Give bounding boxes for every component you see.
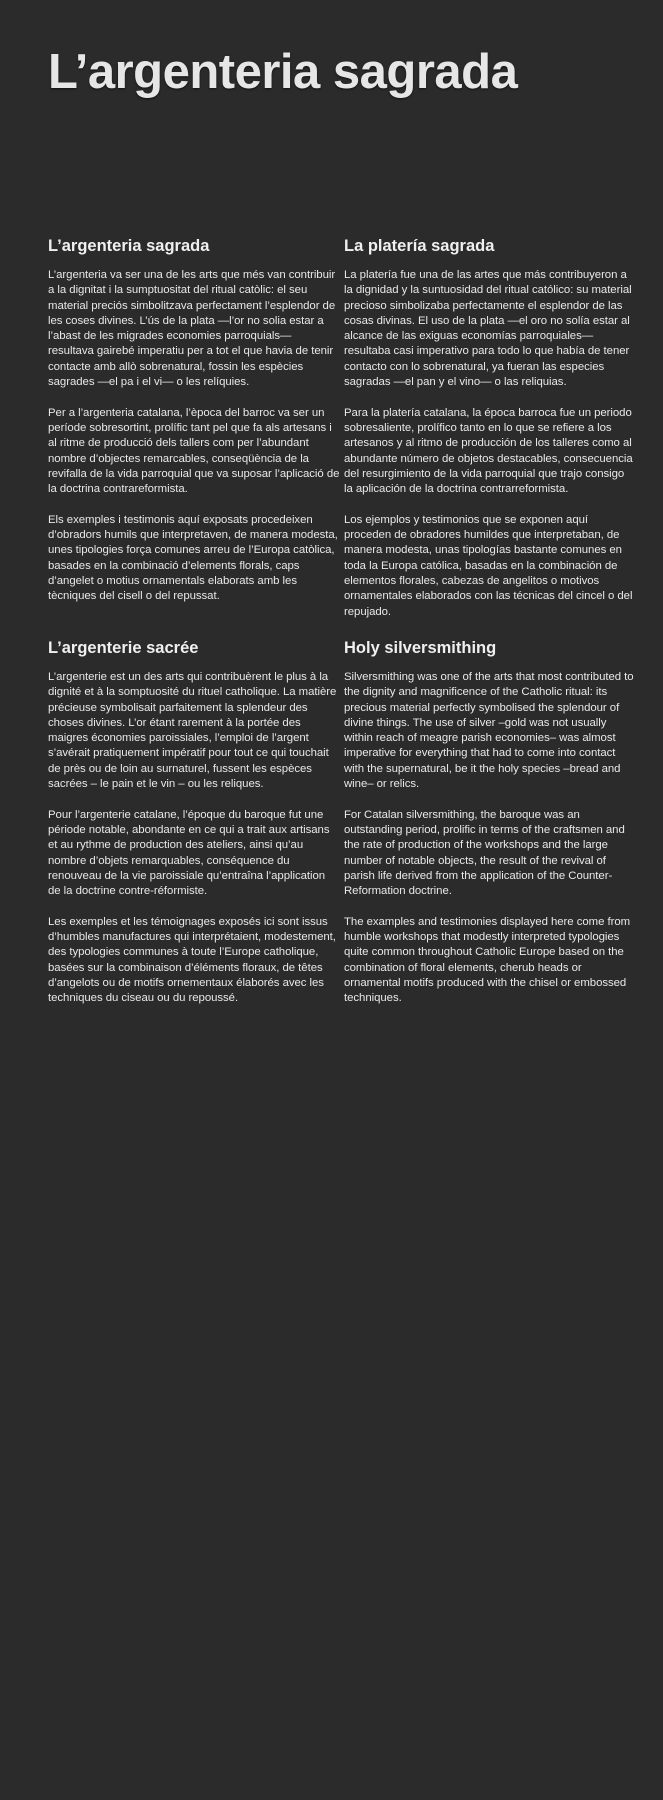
section-heading: L’argenterie sacrée: [48, 639, 199, 657]
page-title: L’argenteria sagrada: [48, 45, 518, 99]
section-paragraph: Para la platería catalana, la época barroca fue un periodo sobresaliente, prolífico tanto en lo que se refiere a los artesanos y al ritmo de producción de los talleres como al abundante número de objetos destacables, consecuencia del resurgimiento de la vida parroquial que trajo consigo la aplicación de la doctrina contrarreformista.: [344, 406, 633, 496]
section-paragraph: Los ejemplos y testimonios que se exponen aquí proceden de obradores humildes que interpretaban, de manera modesta, unas tipologías bastante comunes en toda la Europa católica, basadas en la combinación de elementos florales, cabezas de angelitos o motivos ornamentales elaborados con las técnicas del cincel o del repujado.: [344, 513, 633, 618]
section-paragraph: The examples and testimonies displayed here come from humble workshops that modestly interpreted typologies quite common throughout Catholic Europe based on the combination of floral elements, cherub heads or ornamental motifs produced with the chisel or embossed techniques.: [344, 915, 631, 1005]
section-paragraph: Les exemples et les témoignages exposés ici sont issus d’humbles manufactures qui interprétaient, modestement, des typologies communes à toute l’Europe catholique, basées sur la combinaison d’éléments floraux, de têtes d’angelots ou de motifs ornementaux élaborés avec les techniques du ciseau ou du repoussé.: [48, 915, 336, 1005]
section-paragraph: For Catalan silversmithing, the baroque was an outstanding period, prolific in terms of the craftsmen and the rate of production of the workshops and the large number of notable objects, the result of the revival of parish life derived from the application of the Counter-Reformation doctrine.: [344, 808, 625, 898]
section-paragraph: La platería fue una de las artes que más contribuyeron a la dignidad y la suntuosidad del ritual católico: su material precioso simbolizaba perfectamente el esplendor de las cosas divinas. El uso de la plata —el oro no solía estar al alcance de las exiguas economías parroquiales— resultaba casi imperativo para todo lo que había de tener contacto con lo sobrenatural, ya fueran las especies sagradas —el pan y el vino— o las reliquias.: [344, 269, 632, 389]
section-heading: Holy silversmithing: [344, 639, 497, 657]
section-paragraph: Per a l’argenteria catalana, l’època del barroc va ser un període sobresortint, prolífic tant pel que fa als artesans i al ritme de producció dels tallers com per l’abundant nombre d’objectes remarcables, conseqüència de la revifalla de la vida parroquial que va suposar l’aplicació de la doctrina contrareformista.: [48, 406, 340, 496]
section-paragraph: Silversmithing was one of the arts that most contributed to the dignity and magnificence of the Catholic ritual: its precious material perfectly symbolised the splendour of divine things. The use of silver –gold was not usually within reach of meagre parish economies– was almost imperative for everything that had to come into contact with the supernatural, be it the holy species –bread and wine– or relics.: [344, 671, 634, 791]
section-paragraph: Els exemples i testimonis aquí exposats procedeixen d’obradors humils que interpretaven, de manera modesta, unes tipologies força comunes arreu de l’Europa catòlica, basades en la combinació d’elements florals, caps d’angelet o motius ornamentals elaborats amb les tècniques del cisell o del repussat.: [48, 513, 338, 603]
section-spanish: [344, 236, 636, 635]
section-heading: L’argenteria sagrada: [48, 237, 210, 255]
section-catalan: [48, 236, 340, 620]
section-paragraph: L’argenteria va ser una de les arts que més van contribuir a la dignitat i la sumptuositat del ritual catòlic: el seu material preciós simbolitzava perfectament l’esplendor de les coses divines. L’ús de la plata —l’or no solia estar a l’abast de les migrades economies parroquials— resultava gairebé imperatiu per a tot el que havia de tenir contacte amb allò sobrenatural, fossin les espècies sagrades —el pa i el vi— o les relíquies.: [48, 269, 336, 389]
section-heading: La platería sagrada: [344, 237, 495, 255]
section-french: [48, 638, 340, 1022]
section-paragraph: Pour l’argenterie catalane, l’époque du baroque fut une période notable, abondante en ce qui a trait aux artisans et au rythme de production des ateliers, ainsi qu’au nombre d’objets remarquables, conséquence du renouveau de la vie paroissiale qu’entraîna l’application de la doctrine contre-réformiste.: [48, 808, 330, 898]
section-english: [344, 638, 636, 1022]
section-paragraph: L’argenterie est un des arts qui contribuèrent le plus à la dignité et à la somptuosité du rituel catholique. La matière précieuse symbolisait parfaitement la splendeur des choses divines. L’or étant rarement à la portée des maigres économies paroissiales, l’emploi de l’argent s’avérait pratiquement impératif pour tout ce qui touchait de près ou de loin au surnaturel, fussent les espèces sacrées – le pain et le vin – ou les reliques.: [48, 671, 337, 791]
